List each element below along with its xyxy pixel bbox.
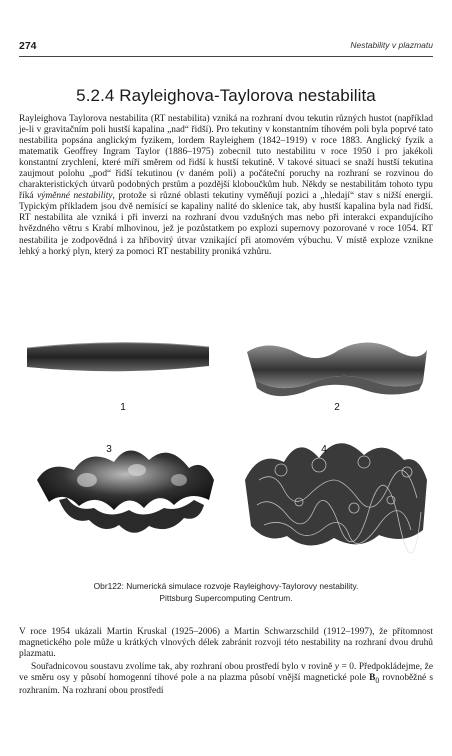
figure-caption xyxy=(19,580,433,604)
caption-line-1: Obr122: Numerická simulace rozvoje Rayleighovy-Taylorovy nestability. xyxy=(93,581,359,591)
paragraph-intro-rest: , protože si různé oblasti tekutiny vyměňují pozici a „hledají“ stav s nižší energií. Typickým příkladem jsou dvě nemísící se kapaliny nalité do sklenice tak, aby hustší kapalina byla nad řidší. RT nestabilita ale vzniká i při inverzi na rozhraní dvou vzdušných mas nebo při interakci expandujícího hvězdného větru s Krabí mlhovinou, jež je pozůstatkem po explozi supernovy pozorované v roce 1054. RT nestabilita je zodpovědná i za hřibovitý útvar vznikající při atomovém výbuchu. V místě exploze vznikne lehký a horký plyn, který za pomoci RT nestability proniká vzhůru. xyxy=(19,191,433,257)
vector-B: B xyxy=(369,673,376,684)
paragraph-coordinates xyxy=(19,662,433,697)
panel-4-turbulence xyxy=(245,443,427,553)
panel-label-4: 4 xyxy=(321,444,327,455)
simulation-figure xyxy=(19,330,433,570)
paragraph-coordinates-a: Souřadnicovou soustavu zvolíme tak, aby rozhraní obou prostředí bylo v rovině xyxy=(31,662,335,672)
paragraph-kruskal: V roce 1954 ukázali Martin Kruskal (1925–2006) a Martin Schwarzschild (1912–1997), že přítomnost magnetického pole může u krátkých vlnových délek zabránit rozvoji této nestability na rozhraní dvou druhů plazmatu. xyxy=(19,627,433,660)
page-header xyxy=(19,40,433,54)
simulation-panels xyxy=(19,330,433,570)
paragraph-intro-text: Rayleighova Taylorova nestabilita (RT nestabilita) vzniká na rozhraní dvou tekutin různých hustot (například je-li v gravitačním poli hustší kapalina „nad“ řidší). Pro tekutiny v konstantním tíhovém poli byla poprvé tato nestabilita popsána anglickým fyzikem, lordem Rayleighem (1842–1919) v roce 1883. Anglický fyzik a matematik Geoffrey Ingram Taylor (1886–1975) zobecnil tuto nestabilitu v roce 1950 i pro jakékoli konstantní zrychlení, které míří směrem od řidší k hustší tekutině. V takové situaci se snaží hustší tekutina zaujmout polohu „pod“ řidší tekutinou (v daném poli) a počáteční poruchy na rozhraní se rozvinou do charakteristických útvarů podobných prstům a pozdější kloboučkům hub. Někdy se nestabilitám tohoto typu říká xyxy=(19,114,433,202)
paragraph-intro xyxy=(19,114,433,258)
panel-2-slab xyxy=(247,342,427,396)
running-head: Nestability v plazmatu xyxy=(350,40,433,50)
caption-line-2: Pittsburg Supercomputing Centrum. xyxy=(159,593,293,603)
variable-y: y xyxy=(334,662,339,672)
paragraph-intro-emphasis: výměnné nestability xyxy=(37,191,113,202)
panel-3-mushrooms xyxy=(37,450,214,532)
vector-B-subscript: 0 xyxy=(375,675,380,685)
panel-label-1: 1 xyxy=(120,402,126,413)
panel-1-slab xyxy=(27,343,209,372)
paragraph-coordinates-c: rovnoběžné s rozhraním. Na rozhraní obou prostředí xyxy=(19,673,433,696)
section-title: 5.2.4 Rayleighova-Taylorova nestabilita xyxy=(76,86,376,105)
header-rule xyxy=(19,56,433,57)
paragraph-coordinates-b: = 0. Předpokládejme, že ve směru osy y působí homogenní tíhové pole a na plazma působí vnější magnetické pole xyxy=(19,662,433,684)
page-number: 274 xyxy=(19,40,37,52)
panel-label-3: 3 xyxy=(106,444,112,455)
panel-label-2: 2 xyxy=(334,402,340,413)
